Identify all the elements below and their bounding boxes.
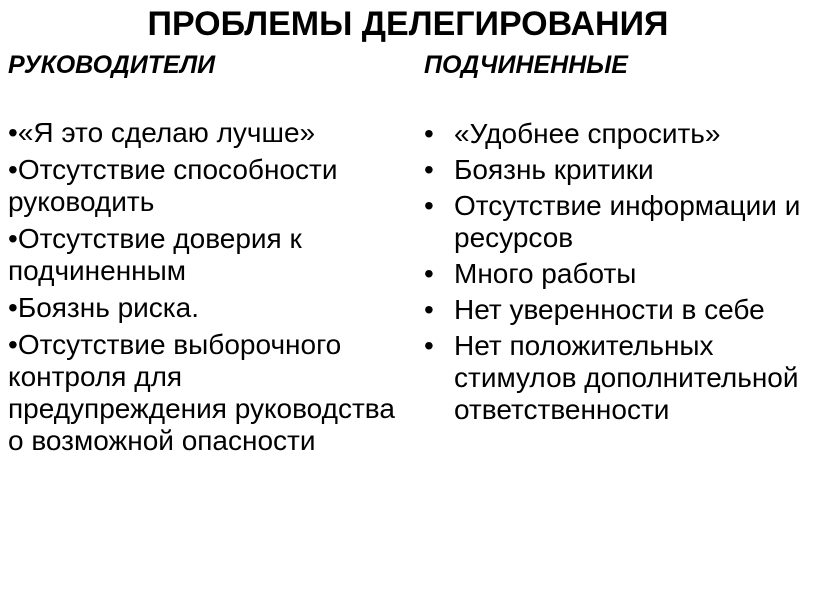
list-item [424, 258, 804, 290]
list-item-text: «Я это сделаю лучше» [17, 117, 316, 148]
left-column-heading: РУКОВОДИТЕЛИ [8, 51, 216, 79]
list-item [424, 294, 804, 326]
list-item-text: Нет уверенности в себе [454, 294, 765, 325]
list-item [8, 329, 408, 457]
list-item-text: Много работы [454, 258, 637, 289]
bullet-icon: • [8, 154, 18, 185]
page-title: ПРОБЛЕМЫ ДЕЛЕГИРОВАНИЯ [147, 5, 669, 43]
bullet-icon: • [8, 117, 18, 148]
list-item [424, 330, 804, 426]
bullet-icon: • [424, 190, 434, 221]
subordinates-problems-list [424, 118, 804, 430]
bullet-icon: • [8, 223, 18, 254]
list-item [8, 292, 408, 324]
list-item-text: Нет положительных стимулов дополнительной ответственности [454, 330, 799, 425]
list-item [424, 190, 804, 254]
right-column-heading: ПОДЧИНЕННЫЕ [424, 51, 628, 79]
bullet-icon: • [8, 292, 18, 323]
list-item [8, 223, 408, 287]
list-item-text: Отсутствие выборочного контроля для предупреждения руководства о возможной опасности [8, 329, 395, 456]
list-item [8, 154, 408, 218]
list-item-text: Отсутствие доверия к подчиненным [8, 223, 302, 286]
bullet-icon: • [424, 258, 434, 289]
bullet-icon: • [424, 294, 434, 325]
bullet-icon: • [424, 118, 434, 149]
list-item-text: Боязнь критики [454, 154, 654, 185]
bullet-icon: • [424, 330, 434, 361]
list-item [424, 118, 804, 150]
bullet-icon: • [424, 154, 434, 185]
list-item-text: Отсутствие способности руководить [8, 154, 338, 217]
list-item [424, 154, 804, 186]
list-item-text: Отсутствие информации и ресурсов [454, 190, 801, 253]
managers-problems-list [8, 117, 408, 462]
list-item-text: Боязнь риска. [17, 292, 200, 323]
list-item-text: «Удобнее спросить» [454, 118, 721, 149]
list-item [8, 117, 408, 149]
bullet-icon: • [8, 329, 18, 360]
